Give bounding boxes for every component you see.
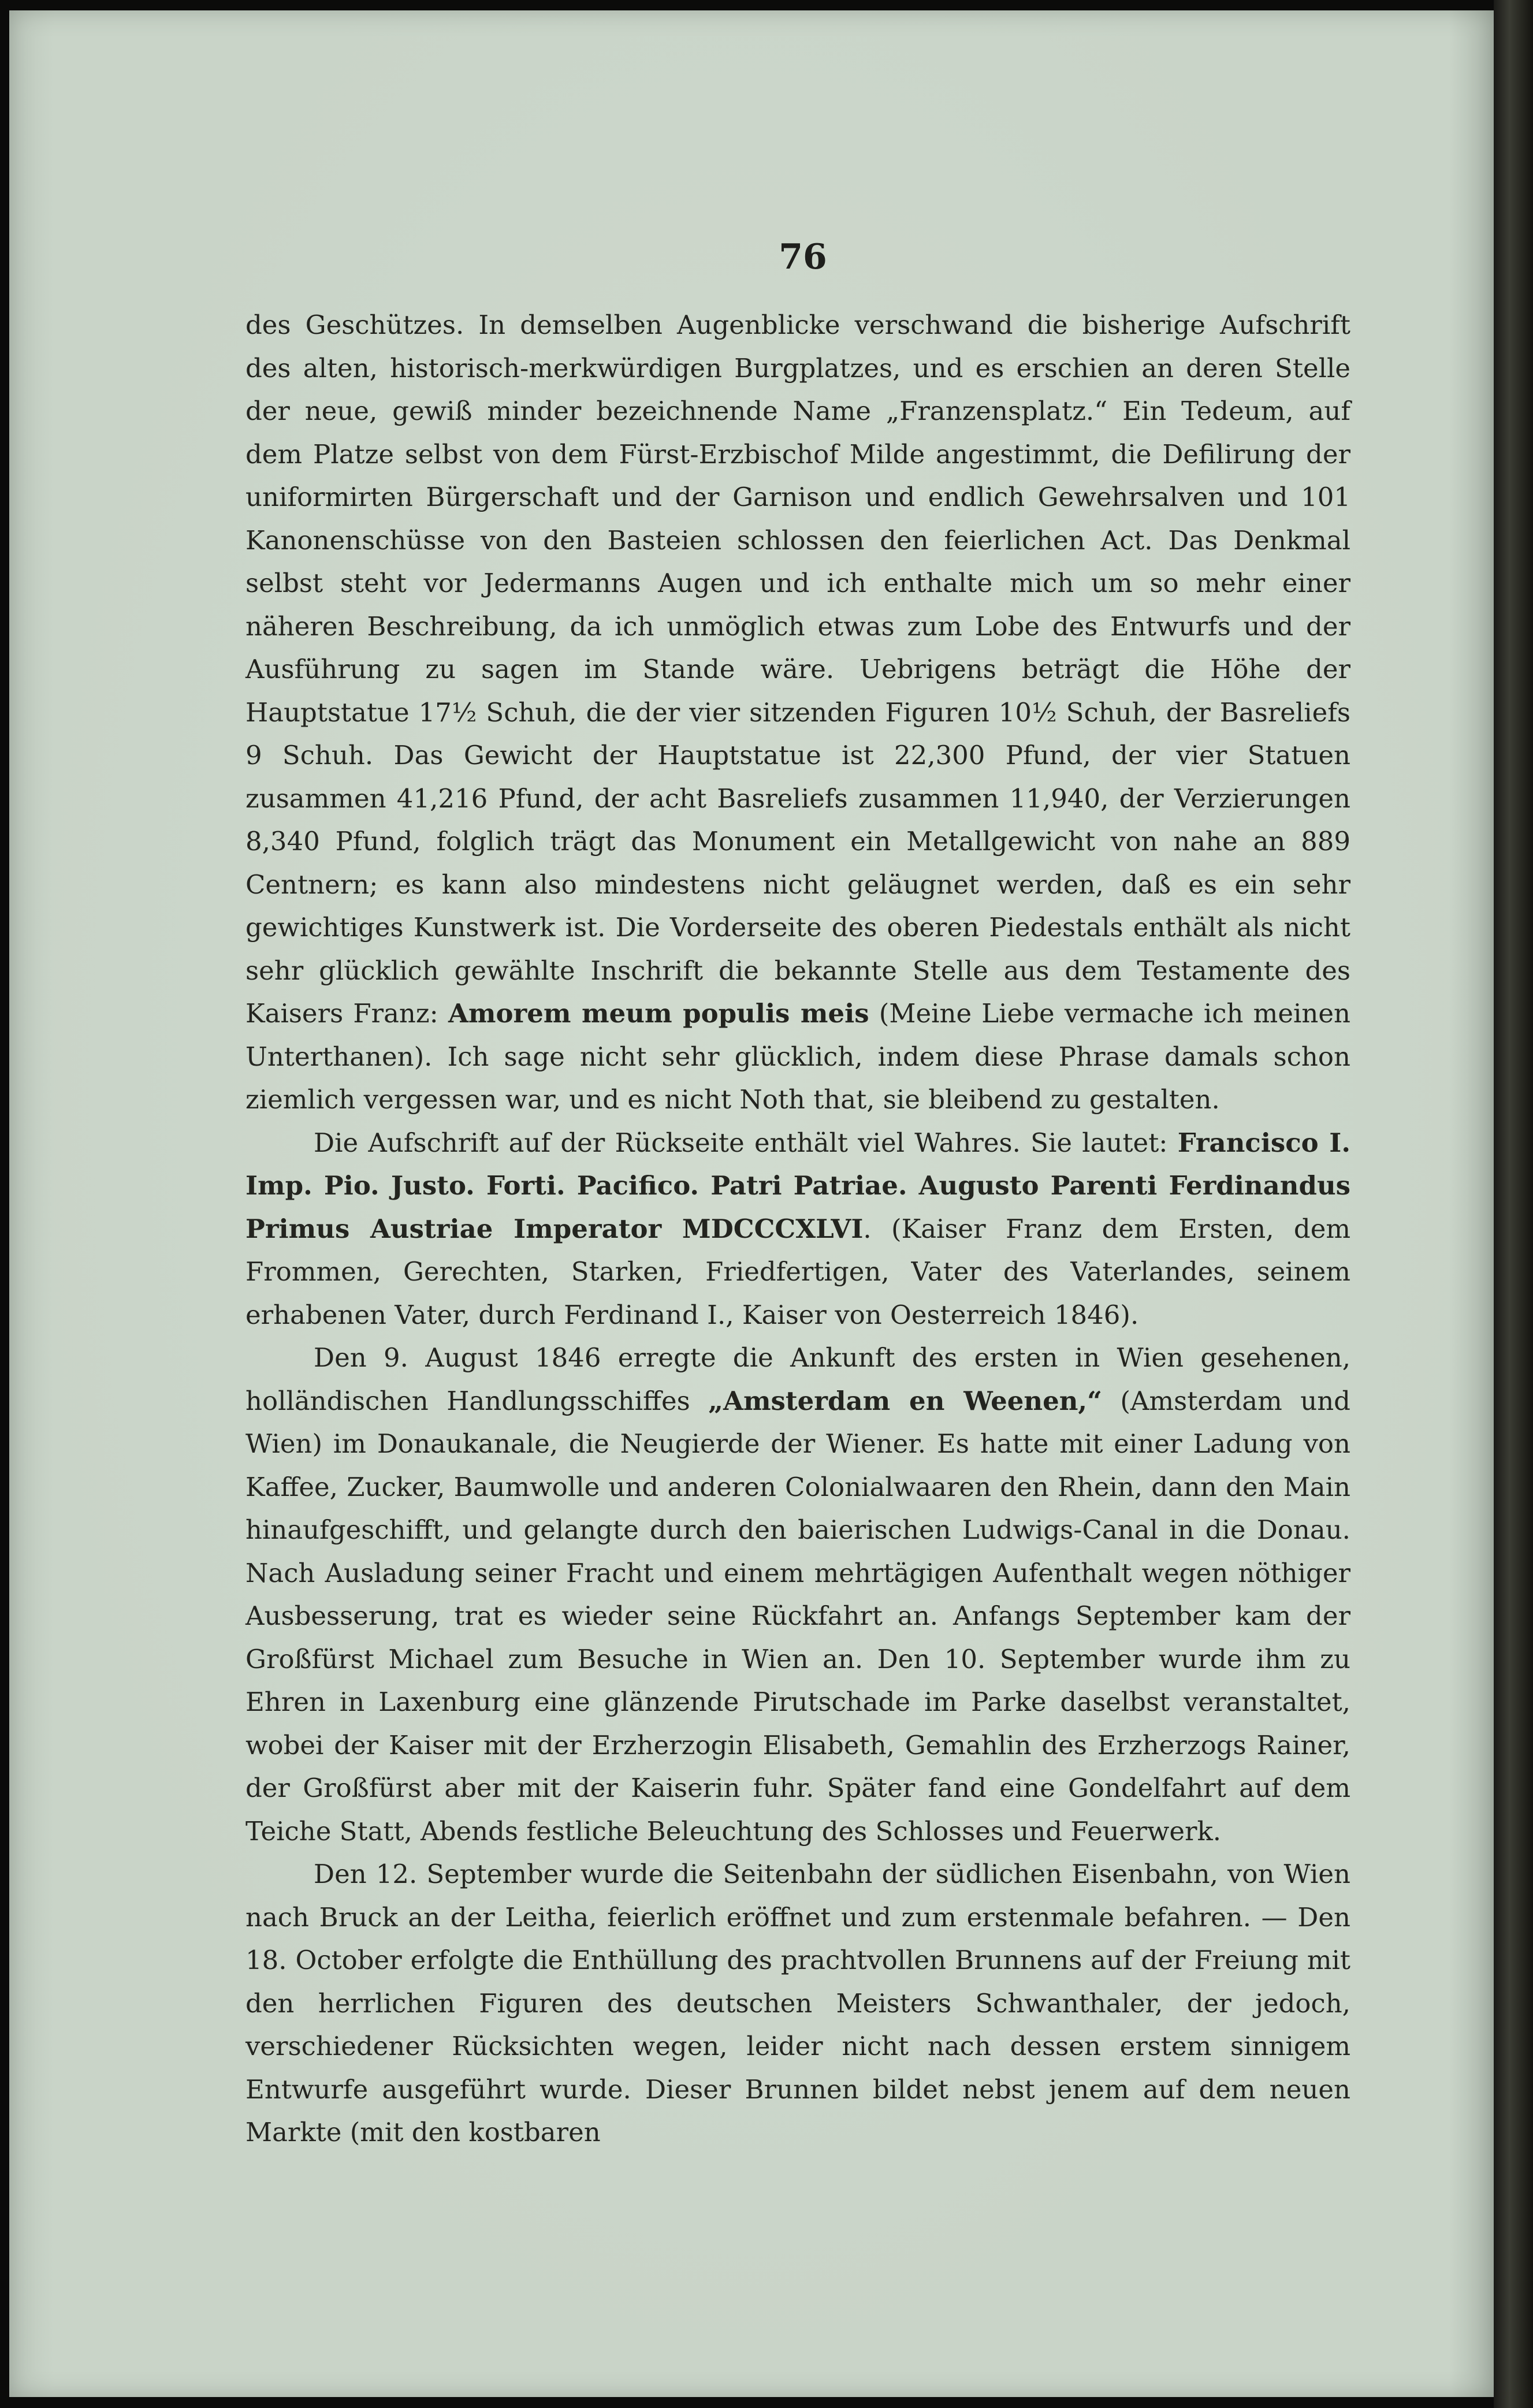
paragraph-3: Den 9. August 1846 erregte die Ankunft des ersten in Wien gesehenen, holländischen Handlungsschiffes „Amsterdam en Weenen,“ (Amsterdam und Wien) im Donaukanale, die Neugierde der Wiener. Es hatte mit einer Ladung von Kaffee, Zucker, Baumwolle und anderen Colonialwaaren den Rhein, dann den Main hinaufgeschifft, und gelangte durch den baierischen Ludwigs-Canal in die Donau. Nach Ausladung seiner Fracht und einem mehrtägigen Aufenthalt wegen nöthiger Ausbesserung, trat es wieder seine Rückfahrt an. Anfangs September kam der Großfürst Michael zum Besuche in Wien an. Den 10. September wurde ihm zu Ehren in Laxenburg eine glänzende Pirutschade im Parke daselbst veranstaltet, wobei der Kaiser mit der Erzherzogin Elisabeth, Gemahlin des Erzherzogs Rainer, der Großfürst aber mit der Kaiserin fuhr. Später fand eine Gondelfahrt auf dem Teiche Statt, Abends festliche Beleuchtung des Schlosses und Feuerwerk. [245,1342,1350,1847]
paragraph-1: des Geschützes. In demselben Augenblicke verschwand die bisherige Aufschrift des alten, historisch-merkwürdigen Burgplatzes, und es erschien an deren Stelle der neue, gewiß minder bezeichnende Name „Franzensplatz.“ Ein Tedeum, auf dem Platze selbst von dem Fürst-Erzbischof Milde angestimmt, die Defilirung der uniformirten Bürgerschaft und der Garnison und endlich Gewehrsalven und 101 Kanonenschüsse von den Basteien schlossen den feierlichen Act. Das Denkmal selbst steht vor Jedermanns Augen und ich enthalte mich um so mehr einer näheren Beschreibung, da ich unmöglich etwas zum Lobe des Entwurfs und der Ausführung zu sagen im Stande wäre. Uebrigens beträgt die Höhe der Hauptstatue 17½ Schuh, die der vier sitzenden Figuren 10½ Schuh, der Basreliefs 9 Schuh. Das Gewicht der Hauptstatue ist 22,300 Pfund, der vier Statuen zusammen 41,216 Pfund, der acht Basreliefs zusammen 11,940, der Verzierungen 8,340 Pfund, folglich trägt das Monument ein Metallgewicht von nahe an 889 Centnern; es kann also mindestens nicht geläugnet werden, daß es ein sehr gewichtiges Kunstwerk ist. Die Vorderseite des oberen Piedestals enthält als nicht sehr glücklich gewählte Inschrift die bekannte Stelle aus dem Testamente des Kaisers Franz: Amorem meum populis meis (Meine Liebe vermache ich meinen Unterthanen). Ich sage nicht sehr glücklich, indem diese Phrase damals schon ziemlich vergessen war, und es nicht Noth that, sie bleibend zu gestalten. [245,310,1350,1115]
page-number: 76 [779,237,827,277]
ship-name: „Amsterdam en Weenen,“ [708,1385,1102,1416]
latin-inscription-back: Francisco I. Imp. Pio. Justo. Forti. Pacifico. Patri Patriae. Augusto Parenti Ferdinandus Primus Austriae Imperator MDCCCXLVI [245,1127,1350,1244]
latin-inscription-front: Amorem meum populis meis [448,998,869,1029]
body-text [245,304,1350,2154]
paragraph-4: Den 12. September wurde die Seitenbahn der südlichen Eisenbahn, von Wien nach Bruck an der Leitha, feierlich eröffnet und zum erstenmale befahren. — Den 18. October erfolgte die Enthüllung des prachtvollen Brunnens auf der Freiung mit den herrlichen Figuren des deutschen Meisters Schwanthaler, der jedoch, verschiedener Rücksichten wegen, leider nicht nach dessen erstem sinnigem Entwurfe ausgeführt wurde. Dieser Brunnen bildet nebst jenem auf dem neuen Markte (mit den kostbaren [245,1859,1350,2148]
paragraph-2: Die Aufschrift auf der Rückseite enthält viel Wahres. Sie lautet: Francisco I. Imp. Pio. Justo. Forti. Pacifico. Patri Patriae. Augusto Parenti Ferdinandus Primus Austriae Imperator MDCCCXLVI. (Kaiser Franz dem Ersten, dem Frommen, Gerechten, Starken, Friedfertigen, Vater des Vaterlandes, seinem erhabenen Vater, durch Ferdinand I., Kaiser von Oesterreich 1846). [245,1127,1350,1330]
book-spine-edge [1494,0,1533,2408]
